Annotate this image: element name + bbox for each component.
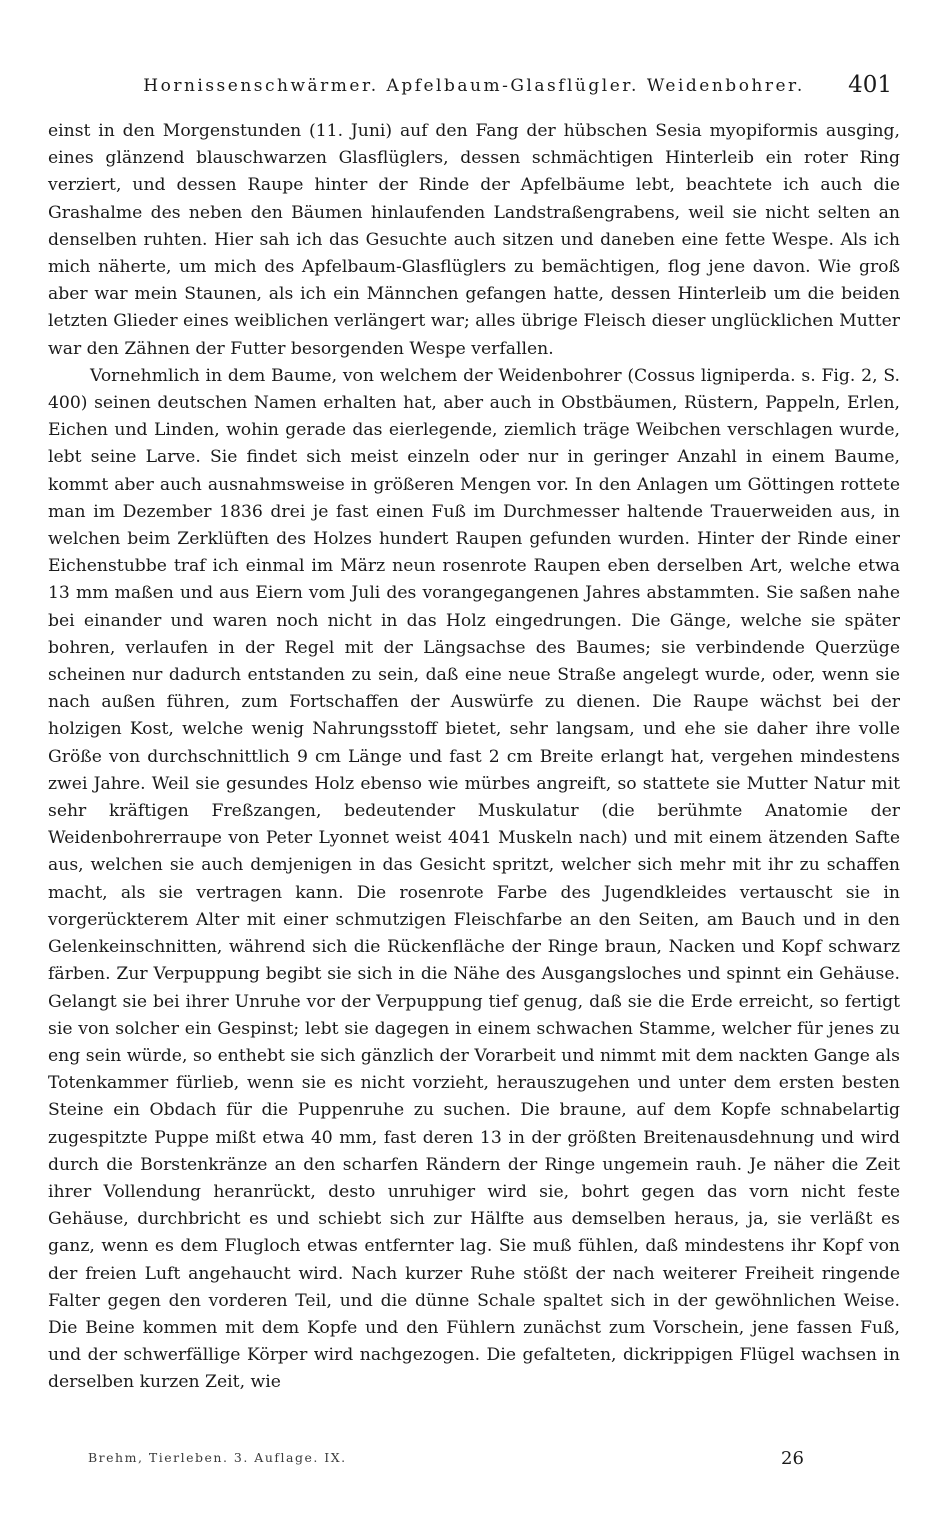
page-header — [48, 72, 900, 110]
page-footer — [48, 1450, 900, 1480]
paragraph-continuation: einst in den Morgenstunden (11. Juni) auf den Fang der hübschen Sesia myopiformis ausging, eines glänzend blauschwarzen Glasflüglers, dessen schmächtigen Hinterleib ein roter Ring verziert, und dessen Raupe hinter der Rinde der Apfelbäume lebt, beachtete ich auch die Grashalme des neben den Bäumen hinlaufenden Landstraßengrabens, weil sie nicht selten an denselben ruhten. Hier sah ich das Gesuchte auch sitzen und daneben eine fette Wespe. Als ich mich näherte, um mich des Apfelbaum-Glasflüglers zu bemächtigen, flog jene davon. Wie groß aber war mein Staunen, als ich ein Männchen gefangen hatte, dessen Hinterleib um die beiden letzten Glieder eines weiblichen verlängert war; alles übrige Fleisch dieser unglücklichen Mutter war den Zähnen der Futter besorgenden Wespe verfallen. — [48, 121, 900, 359]
body-text — [48, 118, 900, 1397]
footer-source-line: Brehm, Tierleben. 3. Auflage. IX. — [88, 1450, 347, 1465]
signature-mark: 26 — [781, 1448, 804, 1469]
page-number: 401 — [848, 72, 892, 98]
paragraph-weidenbohrer: Vornehmlich in dem Baume, von welchem der Weidenbohrer (Cossus ligniperda. s. Fig. 2, S. 400) seinen deutschen Namen erhalten hat, aber auch in Obstbäumen, Rüstern, Pappeln, Erlen, Eichen und Linden, wohin gerade das eierlegende, ziemlich träge Weibchen verschlagen wurde, lebt seine Larve. Sie findet sich meist einzeln oder nur in geringer Anzahl in einem Baume, kommt aber auch ausnahmsweise in größeren Mengen vor. In den Anlagen um Göttingen rottete man im Dezember 1836 drei je fast einen Fuß im Durchmesser haltende Trauerweiden aus, in welchen beim Zerklüften des Holzes hundert Raupen gefunden wurden. Hinter der Rinde einer Eichenstubbe traf ich einmal im März neun rosenrote Raupen eben derselben Art, welche etwa 13 mm maßen und aus Eiern vom Juli des vorangegangenen Jahres abstammten. Sie saßen nahe bei einander und waren noch nicht in das Holz eingedrungen. Die Gänge, welche sie später bohren, verlaufen in der Regel mit der Längsachse des Baumes; sie verbindende Querzüge scheinen nur dadurch entstanden zu sein, daß eine neue Straße angelegt wurde, oder, wenn sie nach außen führen, zum Fortschaffen der Auswürfe zu dienen. Die Raupe wächst bei der holzigen Kost, welche wenig Nahrungsstoff bietet, sehr langsam, und ehe sie daher ihre volle Größe von durchschnittlich 9 cm Länge und fast 2 cm Breite erlangt hat, vergehen mindestens zwei Jahre. Weil sie gesundes Holz ebenso wie mürbes angreift, so stattete sie Mutter Natur mit sehr kräftigen Freßzangen, bedeutender Muskulatur (die berühmte Anatomie der Weidenbohrerraupe von Peter Lyonnet weist 4041 Muskeln nach) und mit einem ätzenden Safte aus, welchen sie auch demjenigen in das Gesicht spritzt, welcher sich mehr mit ihr zu schaffen macht, als sie vertragen kann. Die rosenrote Farbe des Jugendkleides vertauscht sie in vorgerückterem Alter mit einer schmutzigen Fleischfarbe an den Seiten, am Bauch und in den Gelenkeinschnitten, während sich die Rückenfläche der Ringe braun, Nacken und Kopf schwarz färben. Zur Verpuppung begibt sie sich in die Nähe des Ausgangsloches und spinnt ein Gehäuse. Gelangt sie bei ihrer Unruhe vor der Verpuppung tief genug, daß sie die Erde erreicht, so fertigt sie von solcher ein Gespinst; lebt sie dagegen in einem schwachen Stamme, welcher für jenes zu eng sein würde, so enthebt sie sich gänzlich der Vorarbeit und nimmt mit dem nackten Gange als Totenkammer fürlieb, wenn sie es nicht vorzieht, herauszugehen und unter dem ersten besten Steine ein Obdach für die Puppenruhe zu suchen. Die braune, auf dem Kopfe schnabelartig zugespitzte Puppe mißt etwa 40 mm, fast deren 13 in der größten Breitenausdehnung und wird durch die Borstenkränze an den scharfen Rändern der Ringe ungemein rauh. Je näher die Zeit ihrer Vollendung heranrückt, desto unruhiger wird sie, bohrt gegen das vorn nicht feste Gehäuse, durchbricht es und schiebt sich zur Hälfte aus demselben heraus, ja, sie verläßt es ganz, wenn es dem Flugloch etwas entfernter lag. Sie muß fühlen, daß mindestens ihr Kopf von der freien Luft angehaucht wird. Nach kurzer Ruhe stößt der nach weiterer Freiheit ringende Falter gegen den vorderen Teil, und die dünne Schale spaltet sich in der gewöhnlichen Weise. Die Beine kommen mit dem Kopfe und den Fühlern zunächst zum Vorschein, jene fassen Fuß, und der schwerfällige Körper wird nachgezogen. Die gefalteten, dickrippigen Flügel wachsen in derselben kurzen Zeit, wie — [48, 365, 900, 1393]
running-title: Hornissenschwärmer. Apfelbaum-Glasflügler. Weidenbohrer. — [143, 76, 805, 96]
